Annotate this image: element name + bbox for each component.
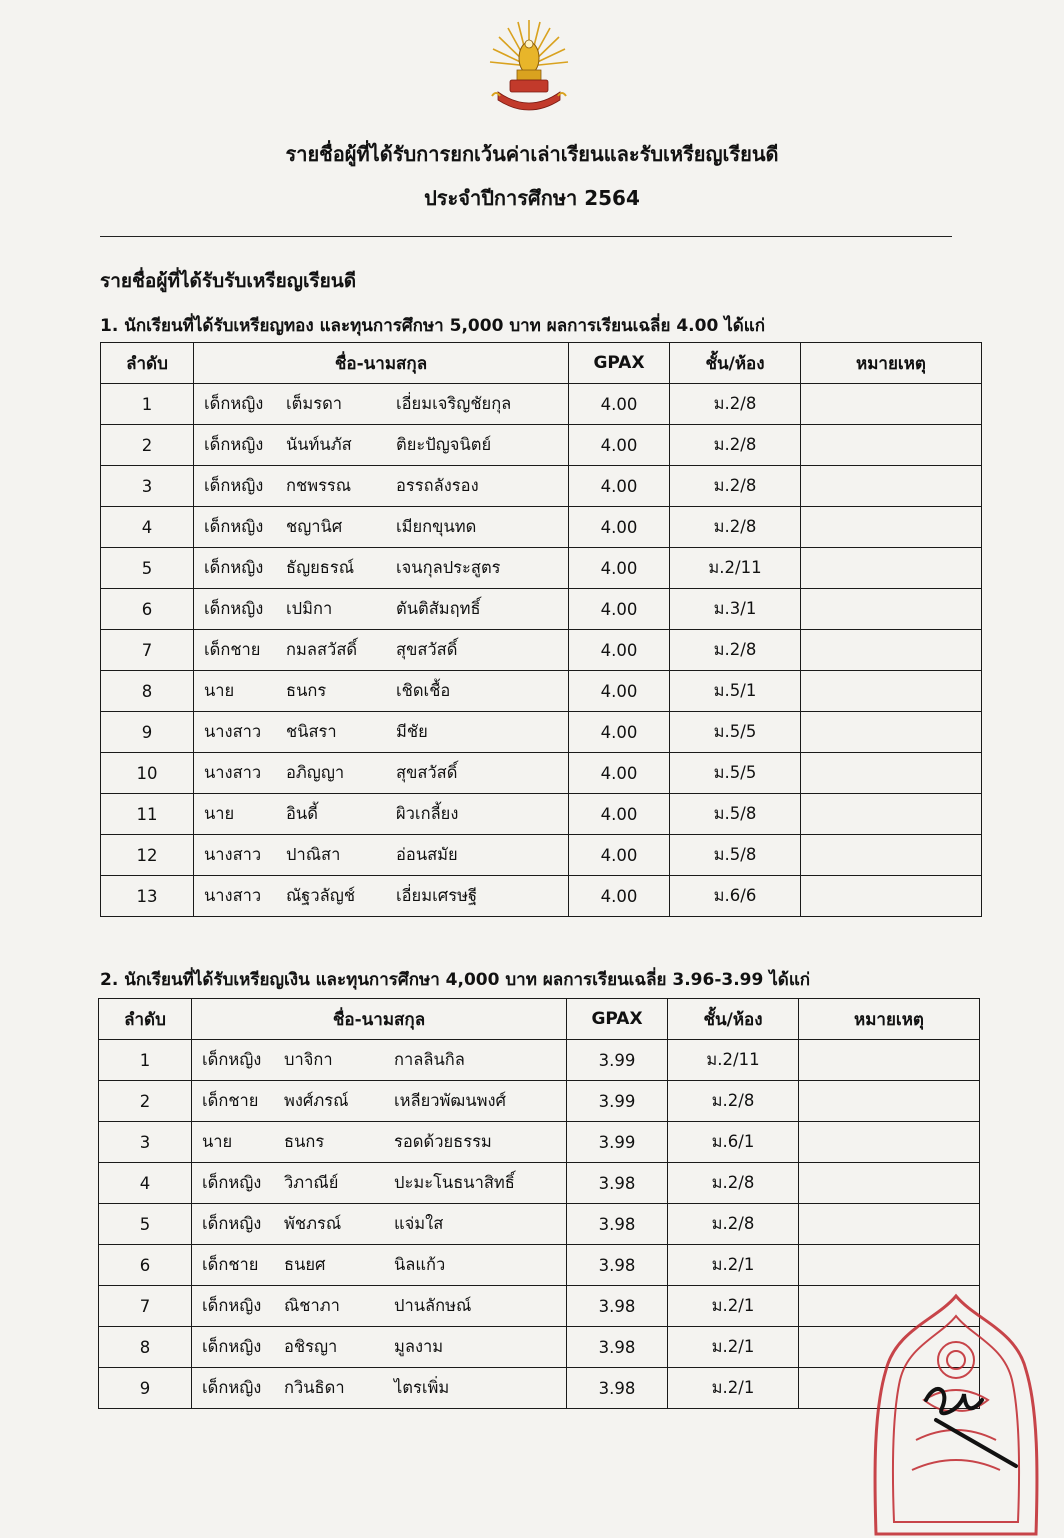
last-name: กาลลินกิล — [394, 1050, 465, 1069]
gpax-value: 4.00 — [569, 794, 670, 835]
name-prefix: นางสาว — [204, 845, 262, 864]
table-row — [99, 1163, 980, 1204]
gpax-value: 3.98 — [567, 1163, 668, 1204]
name-prefix: นาย — [204, 681, 235, 700]
first-name: พัชภรณ์ — [284, 1214, 342, 1233]
last-name: รอดด้วยธรรม — [394, 1132, 492, 1151]
class-room: ม.2/1 — [668, 1286, 799, 1327]
row-no: 5 — [99, 1204, 192, 1245]
name-prefix: เด็กชาย — [202, 1091, 259, 1110]
col-header-no: ลำดับ — [101, 343, 194, 384]
signature-mark — [926, 1389, 1016, 1466]
student-name — [192, 1081, 567, 1122]
row-no: 9 — [101, 712, 194, 753]
table-row — [99, 1368, 980, 1409]
row-no: 4 — [99, 1163, 192, 1204]
name-prefix: เด็กหญิง — [204, 394, 264, 413]
first-name: ณิชาภา — [284, 1296, 340, 1315]
first-name: ธัญยธรณ์ — [286, 558, 355, 577]
name-prefix: เด็กหญิง — [202, 1214, 262, 1233]
last-name: เหลียวพัฒนพงศ์ — [394, 1091, 507, 1110]
col-header-room: ชั้น/ห้อง — [670, 343, 801, 384]
silver-medal-heading: 2. นักเรียนที่ได้รับเหรียญเงิน และทุนการศึกษา 4,000 บาท ผลการเรียนเฉลี่ย 3.96-3.99 ได้แก่ — [100, 970, 811, 990]
first-name: ชญานิศ — [286, 517, 343, 536]
document-title: รายชื่อผู้ที่ได้รับการยกเว้นค่าเล่าเรียนและรับเหรียญเรียนดี — [285, 142, 779, 166]
class-room: ม.2/8 — [668, 1204, 799, 1245]
gpax-value: 4.00 — [569, 712, 670, 753]
class-room: ม.2/11 — [670, 548, 801, 589]
class-room: ม.2/8 — [668, 1163, 799, 1204]
student-name — [192, 1286, 567, 1327]
table-row — [99, 1286, 980, 1327]
student-name — [192, 1245, 567, 1286]
class-room: ม.2/8 — [670, 507, 801, 548]
table-row — [101, 425, 982, 466]
name-prefix: เด็กหญิง — [202, 1296, 262, 1315]
row-no: 7 — [101, 630, 194, 671]
note-cell — [801, 548, 982, 589]
note-cell — [799, 1204, 980, 1245]
student-name — [194, 753, 569, 794]
first-name: วิภาณีย์ — [284, 1173, 339, 1192]
last-name: เอี่ยมเศรษฐี — [396, 886, 478, 905]
note-cell — [801, 671, 982, 712]
gold-medal-table — [100, 342, 982, 917]
note-cell — [801, 753, 982, 794]
table-row — [99, 1245, 980, 1286]
note-cell — [801, 876, 982, 917]
table-row — [101, 630, 982, 671]
class-room: ม.6/6 — [670, 876, 801, 917]
table-row — [99, 1081, 980, 1122]
class-room: ม.5/8 — [670, 794, 801, 835]
name-prefix: เด็กหญิง — [204, 435, 264, 454]
class-room: ม.2/8 — [670, 630, 801, 671]
class-room: ม.2/8 — [668, 1081, 799, 1122]
gpax-value: 4.00 — [569, 753, 670, 794]
gpax-value: 4.00 — [569, 384, 670, 425]
col-header-name: ชื่อ-นามสกุล — [194, 343, 569, 384]
gpax-value: 4.00 — [569, 507, 670, 548]
class-room: ม.2/1 — [668, 1245, 799, 1286]
gpax-value: 3.98 — [567, 1204, 668, 1245]
table-row — [101, 835, 982, 876]
name-prefix: นางสาว — [204, 886, 262, 905]
table-header-row — [99, 999, 980, 1040]
last-name: เจนกุลประสูตร — [396, 558, 501, 577]
first-name: ธนกร — [284, 1132, 325, 1151]
student-name — [194, 466, 569, 507]
table-row — [99, 1327, 980, 1368]
note-cell — [799, 1122, 980, 1163]
row-no: 6 — [99, 1245, 192, 1286]
first-name: ชนิสรา — [286, 722, 337, 741]
note-cell — [799, 1163, 980, 1204]
name-prefix: นางสาว — [204, 722, 262, 741]
table-row — [99, 1122, 980, 1163]
class-room: ม.5/5 — [670, 712, 801, 753]
first-name: ปาณิสา — [286, 845, 341, 864]
row-no: 3 — [101, 466, 194, 507]
last-name: นิลแก้ว — [394, 1255, 446, 1274]
row-no: 8 — [101, 671, 194, 712]
first-name: นันท์นภัส — [286, 435, 352, 454]
first-name: พงศ์ภรณ์ — [284, 1091, 349, 1110]
name-prefix: เด็กหญิง — [202, 1337, 262, 1356]
first-name: เปมิกา — [286, 599, 333, 618]
first-name: เต็มรดา — [286, 394, 343, 413]
col-header-note: หมายเหตุ — [799, 999, 980, 1040]
table-header-row — [101, 343, 982, 384]
row-no: 7 — [99, 1286, 192, 1327]
school-emblem-icon — [488, 18, 570, 118]
student-name — [192, 1204, 567, 1245]
student-name — [194, 712, 569, 753]
last-name: อ่อนสมัย — [396, 845, 458, 864]
gpax-value: 3.98 — [567, 1286, 668, 1327]
last-name: มีชัย — [396, 722, 428, 741]
school-seal-stamp — [866, 1290, 1046, 1538]
gpax-value: 4.00 — [569, 835, 670, 876]
student-name — [194, 425, 569, 466]
row-no: 4 — [101, 507, 194, 548]
table-row — [101, 548, 982, 589]
last-name: ไตรเพิ่ม — [394, 1378, 450, 1397]
student-name — [194, 876, 569, 917]
student-name — [194, 671, 569, 712]
first-name: กวินธิดา — [284, 1378, 345, 1397]
name-prefix: เด็กหญิง — [204, 517, 264, 536]
gpax-value: 4.00 — [569, 466, 670, 507]
section-heading: รายชื่อผู้ที่ได้รับรับเหรียญเรียนดี — [100, 270, 357, 292]
col-header-note: หมายเหตุ — [801, 343, 982, 384]
student-name — [194, 548, 569, 589]
student-name — [192, 1122, 567, 1163]
table-row — [99, 1204, 980, 1245]
name-prefix: เด็กหญิง — [204, 476, 264, 495]
name-prefix: เด็กหญิง — [202, 1173, 262, 1192]
first-name: ธนยศ — [284, 1255, 326, 1274]
last-name: เอี่ยมเจริญชัยกุล — [396, 394, 512, 413]
note-cell — [801, 835, 982, 876]
last-name: ปะมะโนธนาสิทธิ์ — [394, 1173, 515, 1192]
student-name — [194, 794, 569, 835]
student-name — [192, 1327, 567, 1368]
row-no: 11 — [101, 794, 194, 835]
student-name — [194, 589, 569, 630]
last-name: แจ่มใส — [394, 1214, 444, 1233]
table-row — [101, 466, 982, 507]
last-name: สุขสวัสดิ์ — [396, 640, 458, 659]
name-prefix: นางสาว — [204, 763, 262, 782]
student-name — [194, 507, 569, 548]
col-header-gpax: GPAX — [569, 343, 670, 384]
gpax-value: 4.00 — [569, 589, 670, 630]
last-name: ติยะปัญจนิตย์ — [396, 435, 492, 454]
first-name: อินดี้ — [286, 804, 318, 823]
class-room: ม.6/1 — [668, 1122, 799, 1163]
class-room: ม.5/1 — [670, 671, 801, 712]
table-row — [101, 753, 982, 794]
gold-medal-heading: 1. นักเรียนที่ได้รับเหรียญทอง และทุนการศึกษา 5,000 บาท ผลการเรียนเฉลี่ย 4.00 ได้แก่ — [100, 316, 766, 336]
name-prefix: เด็กหญิง — [202, 1378, 262, 1397]
note-cell — [799, 1245, 980, 1286]
table-row — [101, 507, 982, 548]
gpax-value: 3.98 — [567, 1368, 668, 1409]
last-name: เชิดเชื้อ — [396, 681, 451, 700]
gpax-value: 3.99 — [567, 1040, 668, 1081]
student-name — [194, 630, 569, 671]
class-room: ม.2/8 — [670, 466, 801, 507]
class-room: ม.3/1 — [670, 589, 801, 630]
row-no: 2 — [99, 1081, 192, 1122]
gpax-value: 3.99 — [567, 1081, 668, 1122]
class-room: ม.2/1 — [668, 1327, 799, 1368]
name-prefix: เด็กหญิง — [202, 1050, 262, 1069]
student-name — [192, 1040, 567, 1081]
note-cell — [801, 507, 982, 548]
first-name: กมลสวัสดิ์ — [286, 640, 358, 659]
last-name: มูลงาม — [394, 1337, 444, 1356]
note-cell — [801, 425, 982, 466]
table-row — [99, 1040, 980, 1081]
name-prefix: นาย — [204, 804, 235, 823]
class-room: ม.2/1 — [668, 1368, 799, 1409]
table-row — [101, 794, 982, 835]
note-cell — [801, 589, 982, 630]
note-cell — [801, 466, 982, 507]
note-cell — [801, 794, 982, 835]
class-room: ม.5/8 — [670, 835, 801, 876]
row-no: 10 — [101, 753, 194, 794]
table-row — [101, 671, 982, 712]
row-no: 9 — [99, 1368, 192, 1409]
gpax-value: 4.00 — [569, 630, 670, 671]
class-room: ม.5/5 — [670, 753, 801, 794]
last-name: อรรถลังรอง — [396, 476, 479, 495]
student-name — [194, 835, 569, 876]
student-name — [194, 384, 569, 425]
table-row — [101, 712, 982, 753]
note-cell — [801, 712, 982, 753]
row-no: 1 — [99, 1040, 192, 1081]
row-no: 3 — [99, 1122, 192, 1163]
name-prefix: เด็กหญิง — [204, 599, 264, 618]
first-name: อภิญญา — [286, 763, 345, 782]
last-name: ผิวเกลี้ยง — [396, 804, 459, 823]
gpax-value: 4.00 — [569, 876, 670, 917]
last-name: เมียกขุนทด — [396, 517, 477, 536]
row-no: 12 — [101, 835, 194, 876]
last-name: ตันติสัมฤทธิ์ — [396, 599, 481, 618]
gpax-value: 4.00 — [569, 548, 670, 589]
name-prefix: นาย — [202, 1132, 233, 1151]
class-room: ม.2/8 — [670, 425, 801, 466]
row-no: 5 — [101, 548, 194, 589]
student-name — [192, 1368, 567, 1409]
table-row — [101, 384, 982, 425]
note-cell — [801, 384, 982, 425]
last-name: สุขสวัสดิ์ — [396, 763, 458, 782]
first-name: อชิรญา — [284, 1337, 338, 1356]
divider — [100, 236, 952, 237]
first-name: กชพรรณ — [286, 476, 352, 495]
gpax-value: 3.98 — [567, 1327, 668, 1368]
name-prefix: เด็กชาย — [204, 640, 261, 659]
row-no: 2 — [101, 425, 194, 466]
row-no: 6 — [101, 589, 194, 630]
note-cell — [799, 1081, 980, 1122]
name-prefix: เด็กหญิง — [204, 558, 264, 577]
row-no: 13 — [101, 876, 194, 917]
silver-medal-table — [98, 998, 980, 1409]
col-header-room: ชั้น/ห้อง — [668, 999, 799, 1040]
col-header-gpax: GPAX — [567, 999, 668, 1040]
table-row — [101, 589, 982, 630]
first-name: ณัฐวลัญช์ — [286, 886, 356, 905]
note-cell — [799, 1040, 980, 1081]
note-cell — [801, 630, 982, 671]
student-name — [192, 1163, 567, 1204]
row-no: 8 — [99, 1327, 192, 1368]
gpax-value: 4.00 — [569, 671, 670, 712]
gpax-value: 3.98 — [567, 1245, 668, 1286]
first-name: ธนกร — [286, 681, 327, 700]
academic-year: ประจำปีการศึกษา 2564 — [424, 186, 640, 210]
col-header-no: ลำดับ — [99, 999, 192, 1040]
row-no: 1 — [101, 384, 194, 425]
gpax-value: 3.99 — [567, 1122, 668, 1163]
last-name: ปานลักษณ์ — [394, 1296, 472, 1315]
class-room: ม.2/11 — [668, 1040, 799, 1081]
class-room: ม.2/8 — [670, 384, 801, 425]
first-name: บาจิกา — [284, 1050, 333, 1069]
name-prefix: เด็กชาย — [202, 1255, 259, 1274]
table-row — [101, 876, 982, 917]
col-header-name: ชื่อ-นามสกุล — [192, 999, 567, 1040]
gpax-value: 4.00 — [569, 425, 670, 466]
